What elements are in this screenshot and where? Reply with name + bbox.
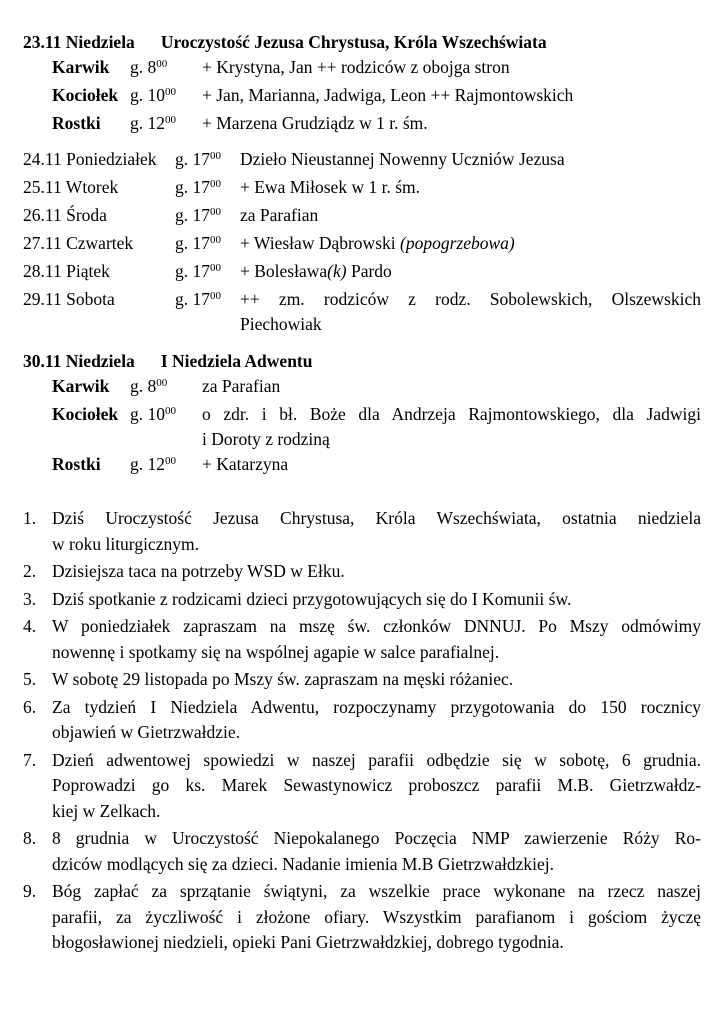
announcement-line: W poniedziałek zapraszam na mszę św. członków DNNUJ. Po Mszy odmówimy — [52, 616, 701, 636]
announcement-line: błogosławionej niedzieli, opieki Pani Gietrzwałdzkiej, dobrego tygodnia. — [52, 932, 564, 952]
mass-place: Rostki — [52, 113, 101, 133]
time-hour: g. 10 — [130, 404, 165, 424]
announcement-line: w roku liturgicznym. — [52, 533, 199, 554]
mass-schedule-section — [23, 30, 701, 480]
sunday-header — [23, 30, 701, 55]
sunday-header — [23, 349, 701, 374]
intention-line: o zdr. i bł. Boże dla Andrzeja Rajmontowskiego, dla Jadwigi — [202, 404, 701, 424]
time-minutes-superscript: 00 — [210, 178, 221, 190]
day-name: Środa — [66, 205, 107, 225]
announcement-line: Bóg zapłać za sprzątanie świątyni, za wszelkie prace wykonane na rzecz naszej — [52, 881, 701, 901]
mass-intention — [202, 402, 701, 452]
announcement-number: 7. — [23, 749, 37, 770]
time-minutes-superscript: 00 — [165, 455, 176, 467]
announcement-item — [23, 826, 701, 877]
intention-text: Dzieło Nieustannej Nowenny Uczniów Jezusa — [240, 149, 565, 169]
announcement-text — [52, 614, 701, 665]
date: 30.11 — [23, 351, 62, 371]
time-hour: g. 17 — [175, 149, 210, 169]
date-day — [23, 203, 175, 231]
mass-intention — [240, 175, 701, 203]
announcement-item — [23, 614, 701, 665]
announcement-number: 2. — [23, 561, 37, 581]
mass-place: Rostki — [52, 454, 101, 474]
announcement-item — [23, 559, 701, 585]
intention-text: + Ewa Miłosek w 1 r. śm. — [240, 177, 420, 197]
mass-intention — [240, 231, 701, 259]
feast-title: Uroczystość Jezusa Chrystusa, Króla Wszechświata — [160, 32, 547, 52]
announcement-text — [52, 748, 701, 825]
mass-place: Karwik — [52, 376, 110, 396]
weekday-row — [23, 287, 701, 337]
mass-time — [175, 147, 240, 175]
announcement-number: 4. — [23, 616, 37, 636]
day-name: Piątek — [66, 261, 110, 281]
mass-intention — [240, 287, 701, 337]
announcement-line: parafii, za życzliwość i złożone ofiary. Wszystkim parafianom i gościom życzę — [52, 906, 701, 927]
time-minutes-superscript: 00 — [210, 234, 221, 246]
announcement-item — [23, 587, 701, 613]
mass-time — [130, 374, 202, 402]
announcement-line: dziców modlących się za dzieci. Nadanie imienia M.B Gietrzwałdzkiej. — [52, 853, 554, 874]
announcement-number: 5. — [23, 669, 37, 689]
date-day — [23, 287, 175, 337]
mass-intention — [240, 203, 701, 231]
weekday-row — [23, 203, 701, 231]
date-day — [23, 175, 175, 203]
intention-italic-text: (k) — [327, 261, 347, 281]
mass-time — [175, 287, 240, 337]
announcement-item — [23, 695, 701, 746]
mass-row — [52, 452, 701, 480]
announcement-number: 8. — [23, 828, 37, 848]
announcement-text — [52, 587, 701, 613]
announcement-item — [23, 879, 701, 956]
weekday-group — [23, 147, 701, 337]
announcement-text — [52, 667, 701, 693]
time-hour: g. 8 — [130, 376, 157, 396]
time-minutes-superscript: 00 — [210, 290, 221, 302]
mass-time — [130, 111, 202, 139]
time-minutes-superscript: 00 — [165, 405, 176, 417]
time-minutes-superscript: 00 — [210, 262, 221, 274]
announcement-line: Poprowadzi go ks. Marek Sewastynowicz proboszcz parafii M.B. Gietrzwałdz- — [52, 775, 701, 795]
mass-intention — [240, 147, 701, 175]
announcement-line: nowennę i spotkamy się na wspólnej agapie w salce parafialnej. — [52, 641, 500, 662]
intention-text-after: Pardo — [346, 261, 392, 281]
date: 26.11 — [23, 205, 62, 225]
announcement-line: Dziś Uroczystość Jezusa Chrystusa, Króla Wszechświata, ostatnia niedziela — [52, 508, 701, 528]
date-day — [23, 147, 175, 175]
intention-continuation-line: Piechowiak — [240, 314, 322, 334]
date-day — [23, 231, 175, 259]
weekday-row — [23, 175, 701, 203]
sunday-block — [23, 30, 701, 139]
announcement-number: 3. — [23, 588, 37, 609]
sunday-block — [23, 349, 701, 480]
intention-italic-text: (popogrzebowa) — [400, 233, 515, 253]
time-minutes-superscript: 00 — [210, 150, 221, 162]
date: 23.11 — [23, 32, 62, 52]
announcement-line: Dziś spotkanie z rodzicami dzieci przygotowujących się do I Komunii św. — [52, 588, 572, 609]
mass-intention — [202, 111, 701, 139]
announcement-text — [52, 695, 701, 746]
announcement-number: 9. — [23, 881, 37, 901]
date: 24.11 — [23, 149, 62, 169]
date: 25.11 — [23, 177, 62, 197]
time-hour: g. 8 — [130, 57, 157, 77]
announcements-section — [23, 506, 701, 956]
mass-place: Kociołek — [52, 85, 119, 105]
intention-line: + Jan, Marianna, Jadwiga, Leon ++ Rajmontowskich — [202, 85, 574, 105]
date: 29.11 — [23, 289, 62, 309]
mass-row — [52, 55, 701, 83]
mass-row — [52, 111, 701, 139]
day-name: Sobota — [66, 289, 115, 309]
time-minutes-superscript: 00 — [165, 114, 176, 126]
mass-intention — [202, 83, 701, 111]
mass-row — [52, 374, 701, 402]
announcement-number: 6. — [23, 696, 37, 717]
mass-time — [130, 402, 202, 452]
day-name: Niedziela — [65, 351, 135, 371]
time-hour: g. 17 — [175, 177, 210, 197]
intention-text: za Parafian — [240, 205, 319, 225]
feast-title: I Niedziela Adwentu — [160, 351, 313, 371]
mass-time — [130, 55, 202, 83]
time-hour: g. 17 — [175, 233, 210, 253]
announcement-line: 8 grudnia w Uroczystość Niepokalanego Poczęcia NMP zawierzenie Róży Ro- — [52, 828, 701, 848]
announcement-item — [23, 748, 701, 825]
time-hour: g. 17 — [175, 261, 210, 281]
day-name: Niedziela — [65, 32, 135, 52]
mass-row — [52, 83, 701, 111]
day-name: Wtorek — [65, 177, 119, 197]
mass-time — [175, 175, 240, 203]
time-hour: g. 12 — [130, 454, 165, 474]
time-minutes-superscript: 00 — [156, 377, 168, 389]
intention-line: + Katarzyna — [202, 454, 289, 474]
mass-intention — [240, 259, 701, 287]
announcement-line: Dzisiejsza taca na potrzeby WSD w Ełku. — [52, 561, 345, 581]
date-day — [23, 30, 135, 55]
mass-intention — [202, 55, 701, 83]
mass-time — [175, 203, 240, 231]
time-hour: g. 17 — [175, 205, 210, 225]
announcement-text — [52, 826, 701, 877]
announcement-line: objawień w Gietrzwałdzie. — [52, 722, 241, 742]
time-minutes-superscript: 00 — [210, 206, 221, 218]
mass-time — [175, 259, 240, 287]
announcement-text — [52, 506, 701, 557]
date: 28.11 — [23, 261, 62, 281]
mass-row — [52, 402, 701, 452]
time-minutes-superscript: 00 — [156, 58, 168, 70]
date-day — [23, 349, 135, 374]
announcement-text — [52, 879, 701, 956]
announcement-line: Za tydzień I Niedziela Adwentu, rozpoczynamy przygotowania do 150 rocznicy — [52, 696, 701, 717]
day-name: Czwartek — [66, 233, 134, 253]
mass-place: Kociołek — [52, 404, 119, 424]
date-day — [23, 259, 175, 287]
announcement-number: 1. — [23, 508, 37, 528]
intention-line: + Krystyna, Jan ++ rodziców z obojga stron — [202, 57, 510, 77]
intention-line: i Doroty z rodziną — [202, 429, 330, 449]
intention-text: + Wiesław Dąbrowski — [240, 233, 400, 253]
announcement-line: Dzień adwentowej spowiedzi w naszej parafii odbędzie się w sobotę, 6 grudnia. — [52, 749, 701, 770]
time-hour: g. 17 — [175, 289, 210, 309]
intention-line: za Parafian — [202, 376, 281, 396]
announcement-item — [23, 667, 701, 693]
mass-intention — [202, 374, 701, 402]
mass-place: Karwik — [52, 57, 110, 77]
intention-line: ++ zm. rodziców z rodz. Sobolewskich, Olszewskich — [240, 289, 701, 309]
date: 27.11 — [23, 233, 62, 253]
weekday-row — [23, 231, 701, 259]
announcement-text — [52, 559, 701, 585]
weekday-row — [23, 259, 701, 287]
day-name: Poniedziałek — [66, 149, 157, 169]
mass-time — [130, 83, 202, 111]
time-hour: g. 12 — [130, 113, 165, 133]
announcement-line: W sobotę 29 listopada po Mszy św. zapraszam na męski różaniec. — [52, 669, 514, 689]
announcement-line: kiej w Zelkach. — [52, 800, 161, 821]
mass-intention — [202, 452, 701, 480]
time-hour: g. 10 — [130, 85, 165, 105]
announcement-item — [23, 506, 701, 557]
time-minutes-superscript: 00 — [165, 86, 176, 98]
mass-time — [175, 231, 240, 259]
intention-text: + Bolesława — [240, 261, 328, 281]
mass-time — [130, 452, 202, 480]
weekday-row — [23, 147, 701, 175]
intention-line: + Marzena Grudziądz w 1 r. śm. — [202, 113, 428, 133]
